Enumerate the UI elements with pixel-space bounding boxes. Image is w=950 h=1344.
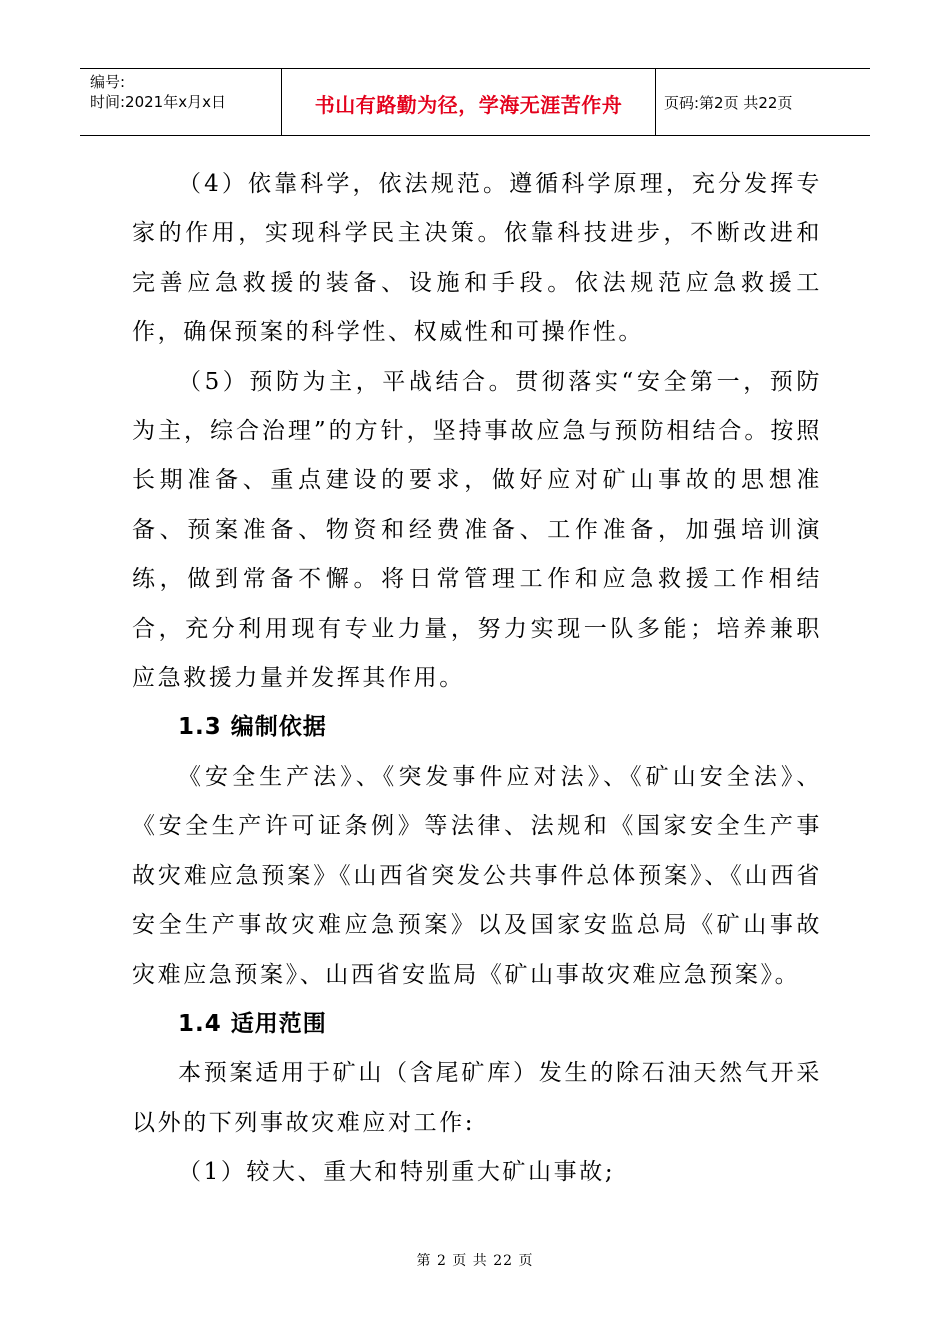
header-page-code-cell <box>656 69 870 135</box>
time-label: 时间:2021年x月x日 <box>90 93 226 111</box>
paragraph-principle-4: （4）依靠科学，依法规范。遵循科学原理，充分发挥专家的作用，实现科学民主决策。依靠科技进步，不断改进和完善应急救援的装备、设施和手段。依法规范应急救援工作，确保预案的科学性、权威性和可操作性。 <box>132 171 822 346</box>
section-heading-1-3: 1.3 编制依据 <box>178 714 327 741</box>
header-meta <box>80 69 282 135</box>
number-label: 编号: <box>90 73 126 91</box>
paragraph-basis: 《安全生产法》、《突发事件应对法》、《矿山安全法》、《安全生产许可证条例》等法律、法规和《国家安全生产事故灾难应急预案》《山西省突发公共事件总体预案》、《山西省安全生产事故灾难应急预案》以及国家安监总局《矿山事故灾难应急预案》、山西省安监局《矿山事故灾难应急预案》。 <box>132 763 822 988</box>
paragraph-principle-5: （5）预防为主，平战结合。贯彻落实“安全第一，预防为主，综合治理”的方针，坚持事故应急与预防相结合。按照长期准备、重点建设的要求，做好应对矿山事故的思想准备、预案准备、物资和经费准备、工作准备，加强培训演练，做到常备不懈。将日常管理工作和应急救援工作相结合，充分利用现有专业力量，努力实现一队多能；培养兼职应急救援力量并发挥其作用。 <box>132 368 822 692</box>
header-motto-cell <box>282 69 656 135</box>
header-page-code: 页码:第2页 共22页 <box>664 93 793 112</box>
header-motto: 书山有路勤为径，学海无涯苦作舟 <box>314 92 623 117</box>
section-heading-1-4: 1.4 适用范围 <box>178 1010 327 1037</box>
page-footer: 第 2 页 共 22 页 <box>416 1253 534 1269</box>
paragraph-scope: 本预案适用于矿山（含尾矿库）发生的除石油天然气开采以外的下列事故灾难应对工作: <box>132 1060 822 1136</box>
document-header <box>80 68 870 136</box>
document-body <box>132 160 822 1198</box>
paragraph-scope-item-1: （1）较大、重大和特别重大矿山事故; <box>178 1159 616 1186</box>
